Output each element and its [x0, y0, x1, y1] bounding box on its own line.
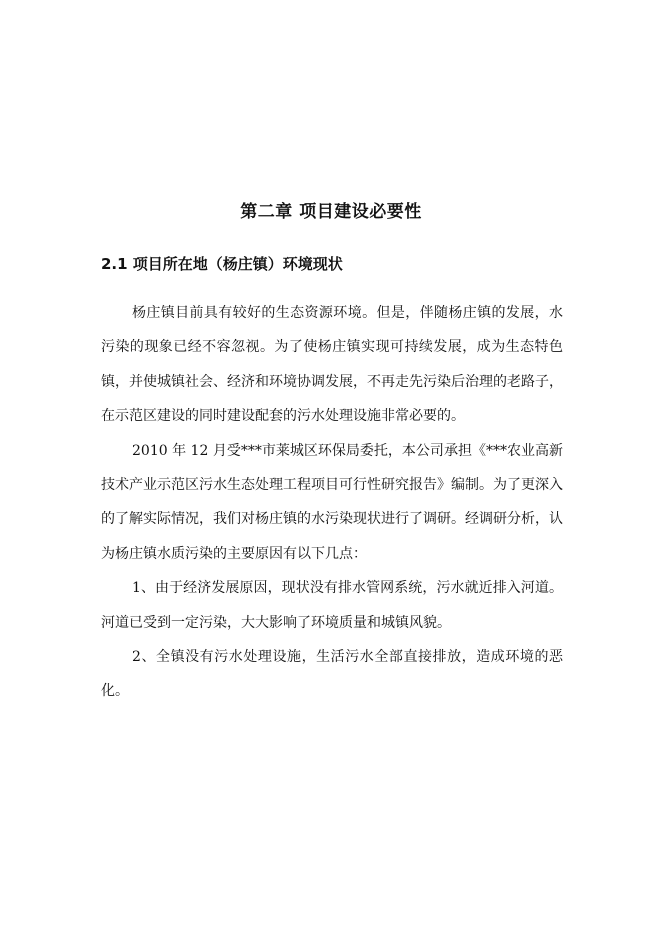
paragraph-cause-2: 2、全镇没有污水处理设施，生活污水全部直接排放，造成环境的恶化。 [101, 649, 563, 700]
section-title: 2.1 项目所在地（杨庄镇）环境现状 [101, 255, 343, 273]
paragraph-cause-1: 1、由于经济发展原因，现状没有排水管网系统，污水就近排入河道。河道已受到一定污染，大大影响了环境质量和城镇风貌。 [101, 580, 563, 631]
paragraph-intro: 杨庄镇目前具有较好的生态资源环境。但是，伴随杨庄镇的发展，水污染的现象已经不容忽视。为了使杨庄镇实现可持续发展，成为生态特色镇，并使城镇社会、经济和环境协调发展，不再走先污染后治理的老路子，在示范区建设的同时建设配套的污水处理设施非常必要的。 [101, 305, 563, 425]
paragraph-commission: 2010 年 12 月受***市莱城区环保局委托，本公司承担《***农业高新技术产业示范区污水生态处理工程项目可行性研究报告》编制。为了更深入的了解实际情况，我们对杨庄镇的水污染现状进行了调研。经调研分析，认为杨庄镇水质污染的主要原因有以下几点： [101, 442, 563, 562]
body-text [101, 296, 563, 709]
chapter-title: 第二章 项目建设必要性 [240, 202, 422, 222]
